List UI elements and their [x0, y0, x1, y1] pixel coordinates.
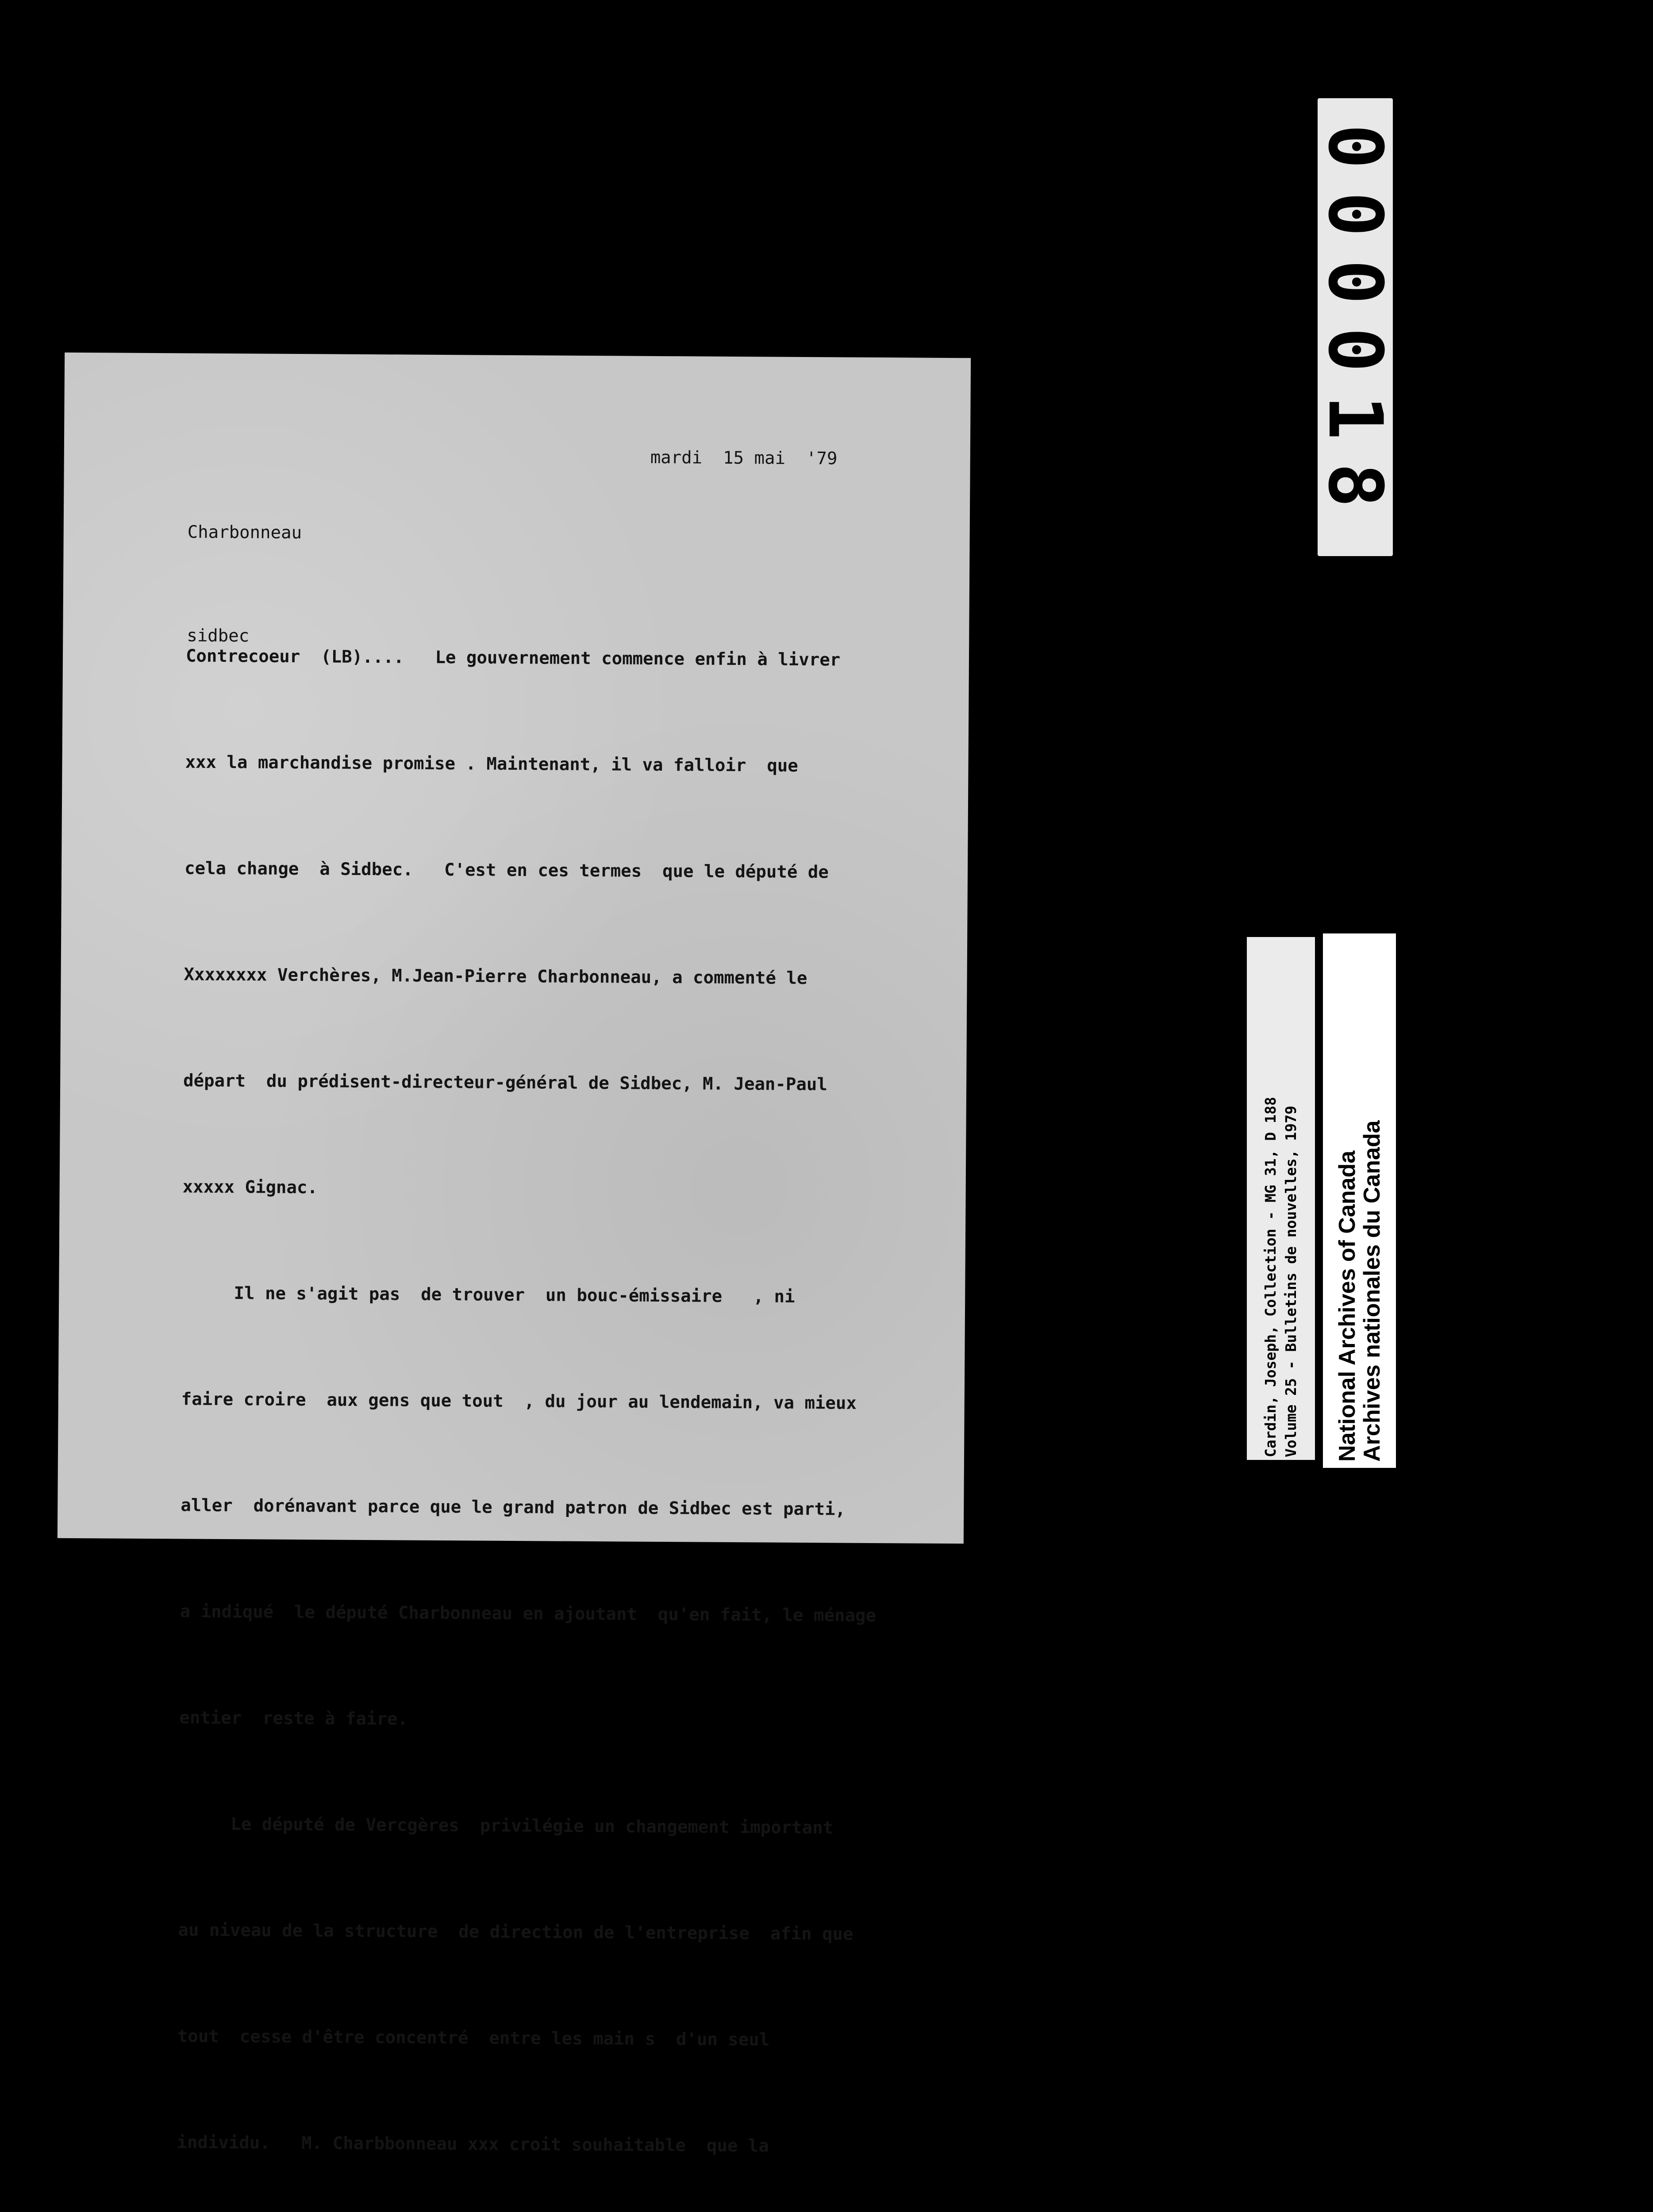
- text-line: faire croire aux gens que tout , du jour au lendemain, va mieux: [181, 1389, 857, 1413]
- text-line: Contrecoeur (LB).... Le gouvernement commence enfin à livrer: [185, 646, 841, 670]
- text-line: Il ne s'agit pas de trouver un bouc-émissaire , ni: [182, 1283, 795, 1307]
- header-name: Charbonneau: [187, 522, 302, 543]
- header-date: mardi 15 mai '79: [650, 447, 838, 469]
- text-line: cela change à Sidbec. C'est en ces termes que le député de: [184, 858, 829, 883]
- archives-french: Archives nationales du Canada: [1359, 1120, 1385, 1462]
- archives-english: National Archives of Canada: [1334, 1150, 1360, 1462]
- archives-logo-strip: [1323, 933, 1396, 1468]
- collection-label-line1: Cardin, Joseph, Collection - MG 31, D 188: [1262, 1097, 1279, 1457]
- text-line: individu. M. Charbbonneau xxx croit souhaitable que la: [177, 2132, 769, 2156]
- typed-page: [58, 353, 971, 2156]
- text-line: xxx la marchandise promise . Maintenant, il va falloir que: [185, 752, 798, 776]
- frame-number-strip: [1312, 98, 1399, 556]
- text-line: a indiqué le député Charbonneau en ajoutant qu'en fait, le ménage: [180, 1601, 876, 1626]
- text-line: au niveau de la structure de direction de l'entreprise afin que: [178, 1920, 853, 1944]
- text-line: entier reste à faire.: [179, 1708, 408, 1729]
- text-line: Xxxxxxxx Verchères, M.Jean-Pierre Charbonneau, a commenté le: [184, 964, 807, 989]
- body-text: [170, 568, 883, 2212]
- archives-text: [1335, 940, 1384, 1462]
- collection-label-line2: Volume 25 - Bulletins de nouvelles, 1979: [1282, 1106, 1299, 1457]
- frame-number: 000018: [1312, 124, 1399, 530]
- collection-label-text: [1261, 940, 1301, 1457]
- collection-label: [1247, 937, 1315, 1460]
- header-subject: sidbec: [187, 626, 250, 646]
- text-line: xxxxx Gignac.: [182, 1177, 318, 1198]
- text-line: aller dorénavant parce que le grand patron de Sidbec est parti,: [181, 1495, 846, 1520]
- text-line: tout cesse d'être concentré entre les main s d'un seul: [177, 2026, 770, 2050]
- text-line: départ du prédisent-directeur-général de Sidbec, M. Jean-Paul: [183, 1071, 828, 1095]
- text-line: Le député de Vercgères privilégie un changement important: [178, 1814, 834, 1838]
